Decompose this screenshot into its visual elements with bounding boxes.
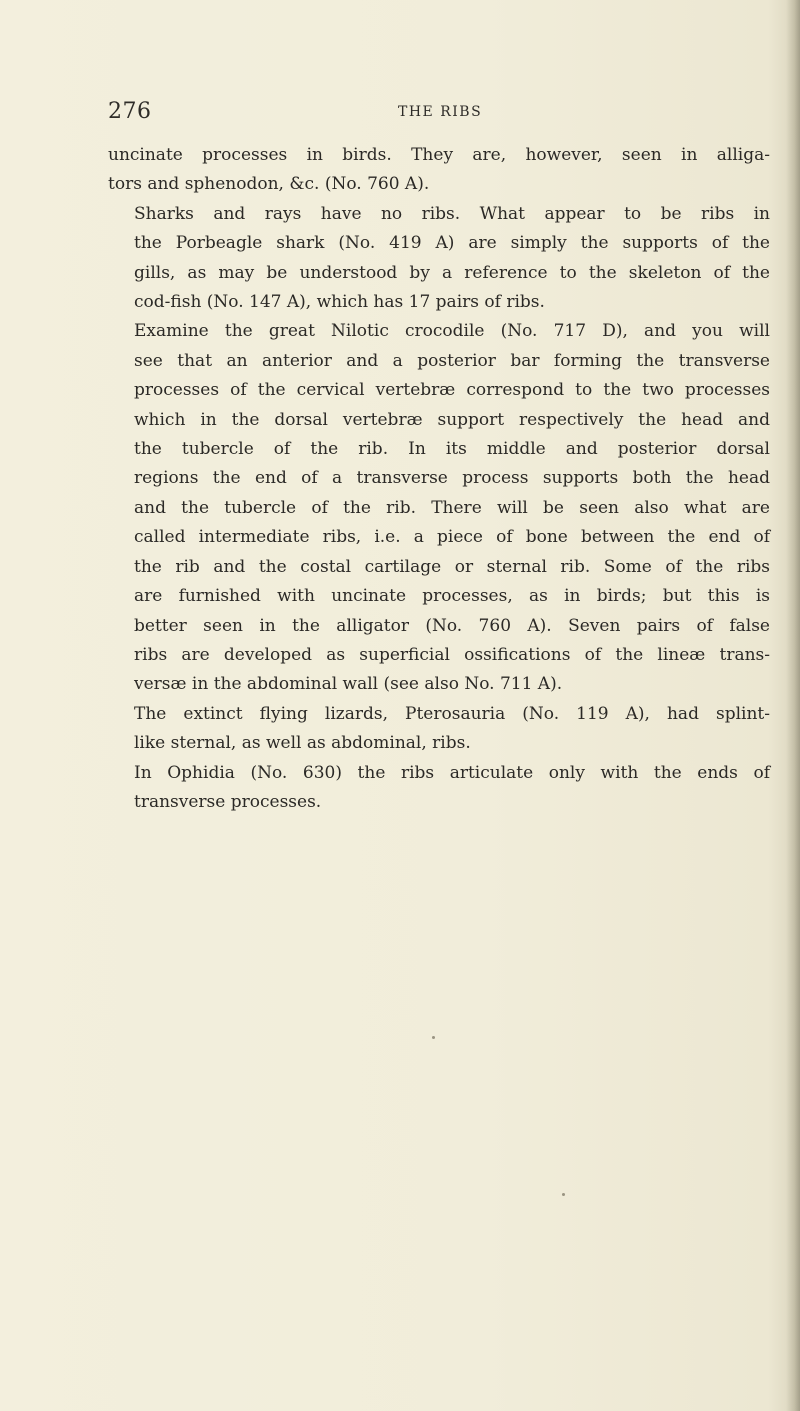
body-text xyxy=(108,141,770,817)
text-line: cod-fish (No. 147 A), which has 17 pairs of ribs. xyxy=(134,292,545,313)
paragraph-continuation xyxy=(108,141,770,200)
paragraph-crocodile xyxy=(108,317,770,699)
paper-speck xyxy=(562,1193,565,1196)
running-title: THE RIBS xyxy=(398,104,483,120)
text-line: Examine the great Nilotic crocodile (No. 717 D), and you will xyxy=(134,321,770,342)
text-line: which in the dorsal vertebræ support respectively the head and xyxy=(134,409,770,430)
text-line: versæ in the abdominal wall (see also No. 711 A). xyxy=(134,674,563,695)
paragraph-ophidia xyxy=(108,759,770,818)
page-number: 276 xyxy=(108,99,152,124)
text-line: transverse processes. xyxy=(134,791,322,812)
text-line: regions the end of a transverse process supports both the head xyxy=(134,468,770,489)
text-line: The extinct flying lizards, Pterosauria (No. 119 A), had splint- xyxy=(134,703,770,724)
text-line: tors and sphenodon, &c. (No. 760 A). xyxy=(108,174,430,195)
paragraph-pterosauria xyxy=(108,700,770,759)
text-line: ribs are developed as superficial ossifications of the lineæ trans- xyxy=(134,644,770,665)
text-line: see that an anterior and a posterior bar forming the transverse xyxy=(134,350,770,371)
text-line: Sharks and rays have no ribs. What appear to be ribs in xyxy=(134,203,770,224)
text-line: are furnished with uncinate processes, as in birds; but this is xyxy=(134,586,770,607)
text-line: the rib and the costal cartilage or sternal rib. Some of the ribs xyxy=(134,556,770,577)
text-line: and the tubercle of the rib. There will be seen also what are xyxy=(134,497,770,518)
text-line: called intermediate ribs, i.e. a piece of bone between the end of xyxy=(134,527,770,548)
text-line: processes of the cervical vertebræ correspond to the two processes xyxy=(134,380,770,401)
text-line: the Porbeagle shark (No. 419 A) are simply the supports of the xyxy=(134,233,770,254)
text-line: better seen in the alligator (No. 760 A). Seven pairs of false xyxy=(134,615,770,636)
paragraph-sharks xyxy=(108,200,770,318)
text-line: In Ophidia (No. 630) the ribs articulate only with the ends of xyxy=(134,762,770,783)
page-header xyxy=(108,99,768,127)
text-line: the tubercle of the rib. In its middle and posterior dorsal xyxy=(134,439,770,460)
text-line: gills, as may be understood by a reference to the skeleton of the xyxy=(134,262,770,283)
text-line: like sternal, as well as abdominal, ribs. xyxy=(134,733,471,754)
text-line: uncinate processes in birds. They are, however, seen in alliga- xyxy=(108,145,770,165)
paper-speck xyxy=(432,1036,435,1039)
page-edge-shadow xyxy=(786,0,800,1411)
